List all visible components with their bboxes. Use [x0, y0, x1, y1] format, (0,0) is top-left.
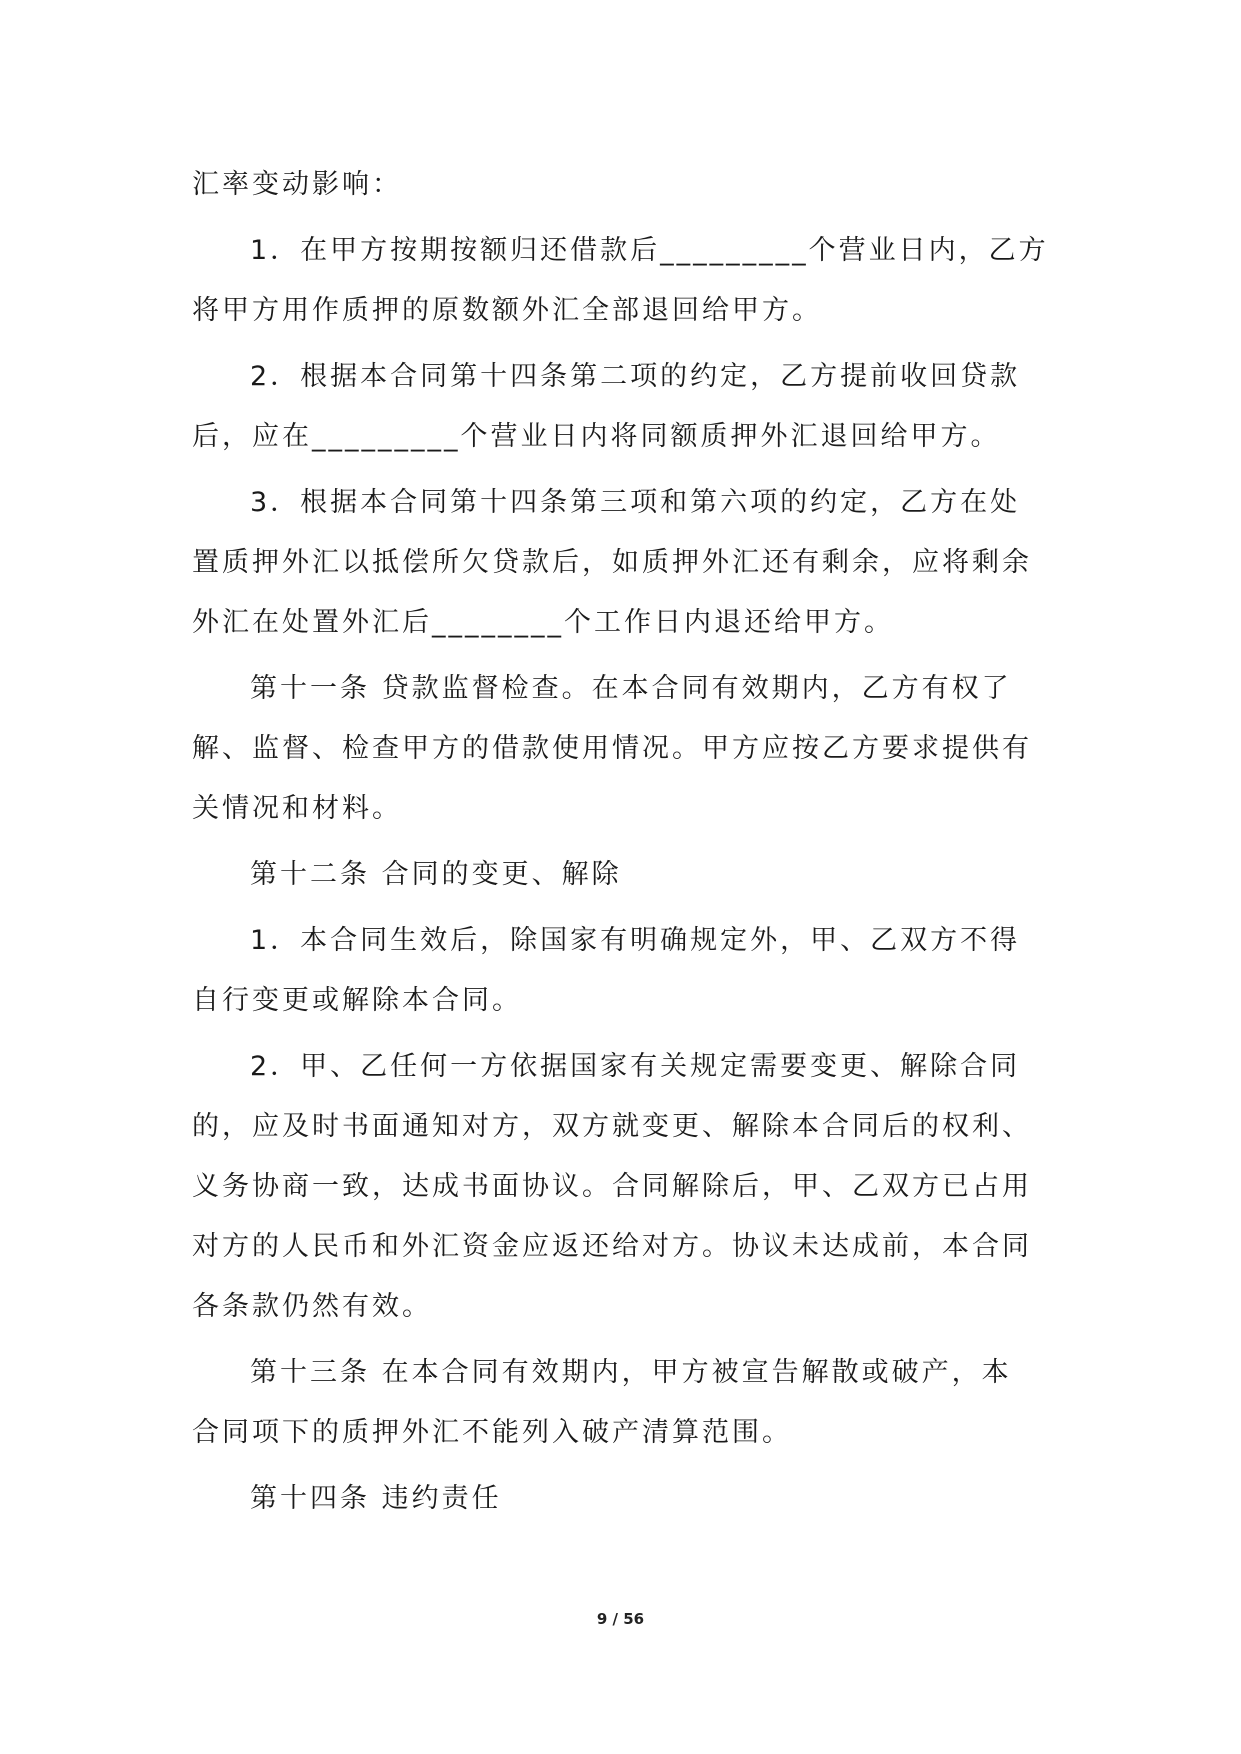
page-number: 9 / 56 [596, 1610, 645, 1628]
text-line: 置质押外汇以抵偿所欠贷款后，如质押外汇还有剩余，应将剩余 [192, 547, 1032, 578]
paragraph-article-11-supervision [192, 659, 1072, 839]
paragraph-article-12-item-1 [192, 911, 1072, 1031]
heading-article-12 [192, 845, 1072, 905]
text-line: 汇率变动影响： [192, 169, 402, 200]
text-line: 3．根据本合同第十四条第三项和第六项的约定，乙方在处 [250, 487, 1021, 518]
text-line: 将甲方用作质押的原数额外汇全部退回给甲方。 [192, 295, 822, 326]
text-line: 第十三条 在本合同有效期内，甲方被宣告解散或破产，本 [250, 1357, 1012, 1388]
text-line: 第十二条 合同的变更、解除 [250, 859, 622, 890]
paragraph-clause-3-surplus-return [192, 473, 1072, 653]
text-line: 1．本合同生效后，除国家有明确规定外，甲、乙双方不得 [250, 925, 1021, 956]
text-line: 关情况和材料。 [192, 793, 402, 824]
document-body [192, 155, 1072, 1535]
text-line: 第十一条 贷款监督检查。在本合同有效期内，乙方有权了 [250, 673, 1012, 704]
text-line: 解、监督、检查甲方的借款使用情况。甲方应按乙方要求提供有 [192, 733, 1032, 764]
text-line: 2．甲、乙任何一方依据国家有关规定需要变更、解除合同 [250, 1051, 1021, 1082]
paragraph-clause-2-early-recall [192, 347, 1072, 467]
text-line: 后，应在_________个营业日内将同额质押外汇退回给甲方。 [192, 421, 1001, 452]
text-line: 各条款仍然有效。 [192, 1291, 432, 1322]
paragraph-clause-1-return-pledge [192, 221, 1072, 341]
text-line: 1．在甲方按期按额归还借款后_________个营业日内，乙方 [250, 235, 1049, 266]
paragraph-article-12-item-2 [192, 1037, 1072, 1337]
text-line: 合同项下的质押外汇不能列入破产清算范围。 [192, 1417, 792, 1448]
text-line: 对方的人民币和外汇资金应返还给对方。协议未达成前，本合同 [192, 1231, 1032, 1262]
text-line: 的，应及时书面通知对方，双方就变更、解除本合同后的权利、 [192, 1111, 1032, 1142]
paragraph-article-13 [192, 1343, 1072, 1463]
text-line: 自行变更或解除本合同。 [192, 985, 522, 1016]
text-line: 义务协商一致，达成书面协议。合同解除后，甲、乙双方已占用 [192, 1171, 1032, 1202]
heading-article-14 [192, 1469, 1072, 1529]
text-line: 第十四条 违约责任 [250, 1483, 502, 1514]
text-line: 外汇在处置外汇后________个工作日内退还给甲方。 [192, 607, 894, 638]
text-line: 2．根据本合同第十四条第二项的约定，乙方提前收回贷款 [250, 361, 1021, 392]
paragraph-exchange-rate [192, 155, 1072, 215]
